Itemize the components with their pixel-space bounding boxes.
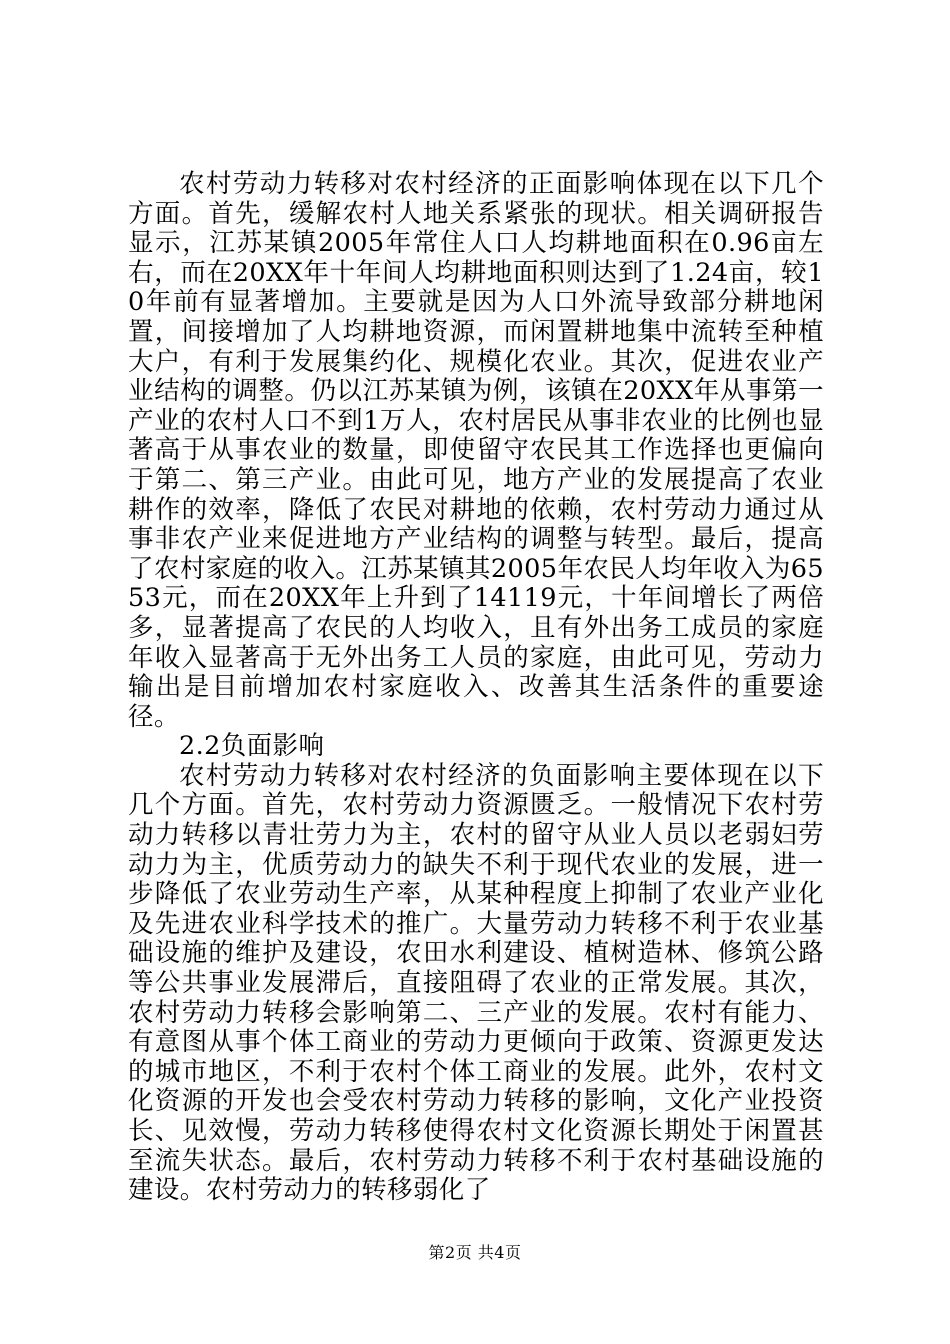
- paragraph-negative-impact: 农村劳动力转移对农村经济的负面影响主要体现在以下几个方面。首先，农村劳动力资源匮乏。一般情况下农村劳动力转移以青壮劳力为主，农村的留守从业人员以老弱妇劳动力为主，优质劳动力的缺失不利于现代农业的发展，进一步降低了农业劳动生产率，从某种程度上抑制了农业产业化及先进农业科学技术的推广。大量劳动力转移不利于农业基础设施的维护及建设，农田水利建设、植树造林、修筑公路等公共事业发展滞后，直接阻碍了农业的正常发展。其次，农村劳动力转移会影响第二、三产业的发展。农村有能力、有意图从事个体工商业的劳动力更倾向于政策、资源更发达的城市地区，不利于农村个体工商业的发展。此外，农村文化资源的开发也会受农村劳动力转移的影响，文化产业投资长、见效慢，劳动力转移使得农村文化资源长期处于闲置甚至流失状态。最后，农村劳动力转移不利于农村基础设施的建设。农村劳动力的转移弱化了: [128, 760, 824, 1206]
- page-footer: 第2页 共4页: [428, 1243, 522, 1262]
- paragraph-positive-impact: 农村劳动力转移对农村经济的正面影响体现在以下几个方面。首先，缓解农村人地关系紧张的现状。相关调研报告显示，江苏某镇2005年常住人口人均耕地面积在0.96亩左右，而在20XX年十年间人均耕地面积则达到了1.24亩，较10年前有显著增加。主要就是因为人口外流导致部分耕地闲置，间接增加了人均耕地资源，而闲置耕地集中流转至种植大户，有利于发展集约化、规模化农业。其次，促进农业产业结构的调整。仍以江苏某镇为例，该镇在20XX年从事第一产业的农村人口不到1万人，农村居民从事非农业的比例也显著高于从事农业的数量，即使留守农民其工作选择也更偏向于第二、第三产业。由此可见，地方产业的发展提高了农业耕作的效率，降低了农民对耕地的依赖，农村劳动力通过从事非农产业来促进地方产业结构的调整与转型。最后，提高了农村家庭的收入。江苏某镇其2005年农民人均年收入为6553元，而在20XX年上升到了14119元，十年间增长了两倍多，显著提高了农民的人均收入，且有外出务工成员的家庭年收入显著高于无外出务工人员的家庭，由此可见，劳动力输出是目前增加农村家庭收入、改善其生活条件的重要途径。: [128, 169, 824, 732]
- document-body: [128, 170, 824, 1206]
- section-heading: 2.2负面影响: [179, 731, 325, 762]
